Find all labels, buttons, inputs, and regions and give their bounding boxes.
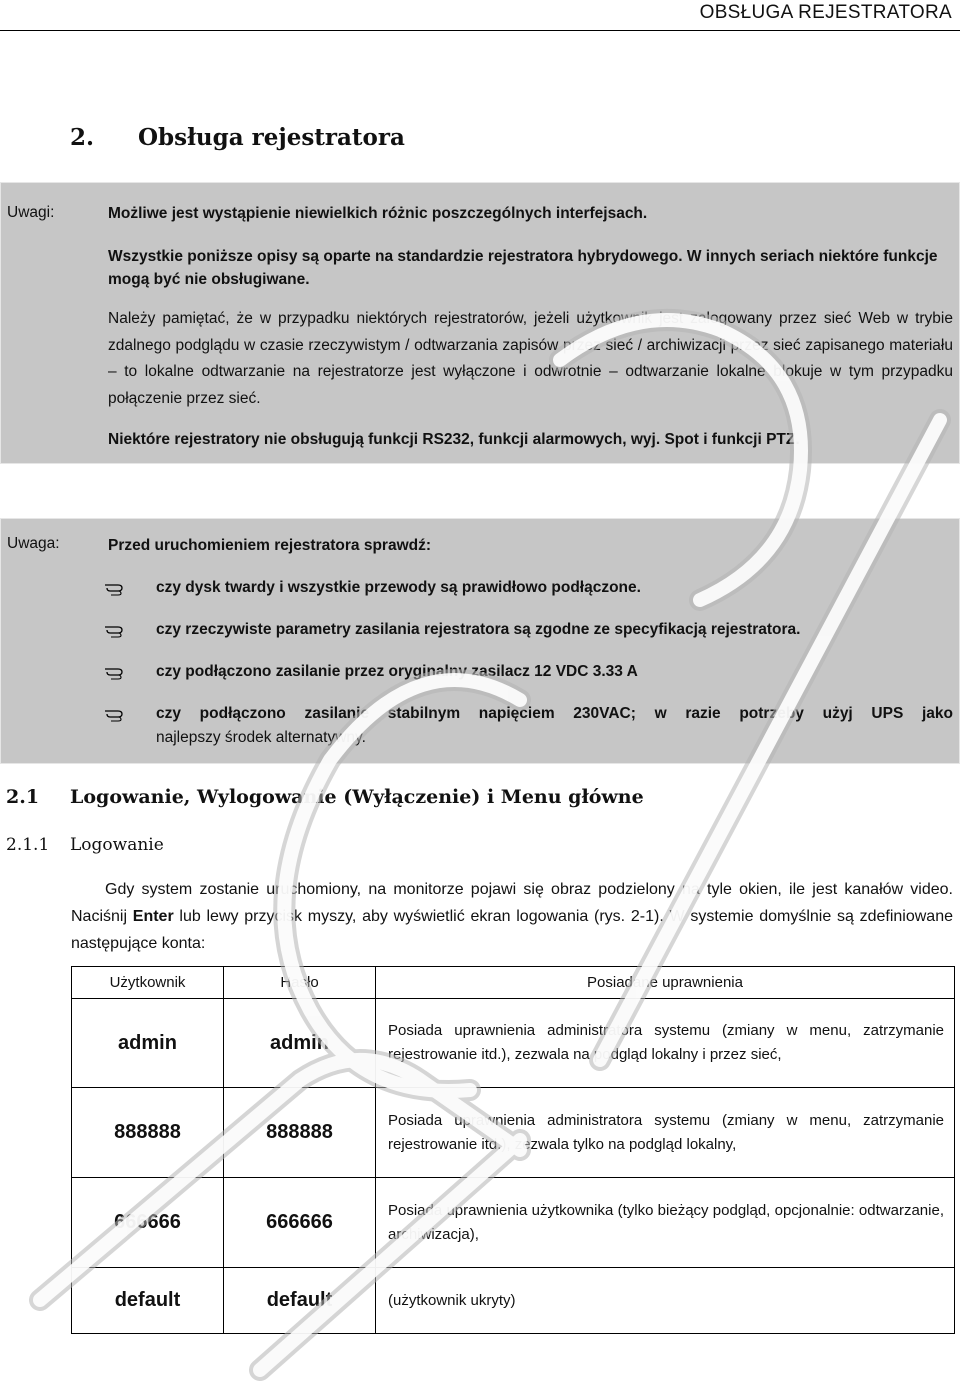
section-number: 2. [70,124,95,151]
table-row [72,999,955,1088]
pointing-hand-icon [104,580,130,596]
checklist-item [104,576,953,600]
accounts-table [71,966,955,1334]
table-row [72,1178,955,1268]
paragraph-text-1: Gdy system zostanie uruchomiony, na monitorze pojawi się obraz podzielony na tyle okien, ile jest kanałów video. Naciśnij [71,881,953,925]
user-cell: 666666 [72,1178,224,1268]
column-header-rights: Posiadane uprawnienia [376,967,955,999]
enter-key-label: Enter [132,908,174,925]
user-cell: admin [72,999,224,1088]
password-cell: admin [224,999,376,1088]
section-title: Obsługa rejestratora [138,124,405,151]
rights-cell: Posiada uprawnienia administratora systemu (zmiany w menu, zatrzymanie rejestrowanie itd.), zezwala na podgląd lokalny i przez sieć, [376,999,955,1088]
subsection-number: 2.1 [6,786,40,808]
pointing-hand-icon [104,664,130,680]
subsection-heading [6,786,644,808]
checklist-item-text: czy podłączono zasilanie przez oryginalny zasilacz 12 VDC 3.33 A [156,663,638,680]
subsubsection-heading [6,835,164,855]
subsubsection-number: 2.1.1 [6,835,50,855]
table-row [72,1268,955,1334]
column-header-user: Użytkownik [72,967,224,999]
note-line-2: Wszystkie poniższe opisy są oparte na standardzie rejestratora hybrydowego. W innych seriach niektóre funkcje mogą być nie obsługiwane. [108,248,938,288]
checklist-item [104,660,953,684]
notes-box [0,182,960,464]
checklist-item [104,618,953,642]
section-heading [70,124,405,151]
subsection-title: Logowanie, Wylogowanie (Wyłączenie) i Menu główne [70,786,644,808]
note-line-4: Niektóre rejestratory nie obsługują funkcji RS232, funkcji alarmowych, wyj. Spot i funkcji PTZ. [108,431,800,448]
checklist-item-text-continued: najlepszy środek alternatywny. [156,729,366,746]
user-cell: 888888 [72,1088,224,1178]
paragraph-text-2: lub lewy przycisk myszy, aby wyświetlić ekran logowania (rys. 2-1). W systemie domyślnie są zdefiniowane następujące konta: [71,908,954,952]
warning-label: Uwaga: [7,535,60,552]
column-header-password: Hasło [224,967,376,999]
password-cell: 888888 [224,1088,376,1178]
warning-box [0,518,960,764]
table-row [72,1088,955,1178]
note-line-1: Możliwe jest wystąpienie niewielkich różnic poszczególnych interfejsach. [108,205,648,222]
password-cell: 666666 [224,1178,376,1268]
running-header-title: OBSŁUGA REJESTRATORA [699,2,952,23]
rights-cell: Posiada uprawnienia użytkownika (tylko bieżący podgląd, opcjonalnie: odtwarzanie, archiwizacja), [376,1178,955,1268]
table-header-row [72,967,955,999]
checklist-item-text: czy podłączono zasilanie stabilnym napięciem 230VAC; w razie potrzeby użyj UPS jako [156,705,953,722]
checklist-item [104,702,953,750]
note-line-3: Należy pamiętać, że w przypadku niektórych rejestratorów, jeżeli użytkownik jest zalogowany przez sieć Web w trybie zdalnego podglądu w czasie rzeczywistym / odtwarzania zapisów przez sieć / archiwizacji przez sieć zapisanego materiału – to lokalne odtwarzanie na rejestratorze jest wyłączone i odwrotnie – odtwarzanie lokalne blokuje w tym przypadku połączenie przez sieć. [108,310,953,407]
rights-cell: (użytkownik ukryty) [376,1268,955,1334]
notes-body [108,202,953,465]
checklist [104,576,953,750]
checklist-item-text: czy rzeczywiste parametry zasilania rejestratora są zgodne ze specyfikacją rejestratora. [156,621,801,638]
warning-intro: Przed uruchomieniem rejestratora sprawdź: [108,537,432,554]
user-cell: default [72,1268,224,1334]
pointing-hand-icon [104,706,130,722]
pointing-hand-icon [104,622,130,638]
notes-label: Uwagi: [7,204,55,221]
login-paragraph [71,876,953,957]
subsubsection-title: Logowanie [70,835,164,855]
password-cell: default [224,1268,376,1334]
header-rule [0,30,960,31]
checklist-item-text: czy dysk twardy i wszystkie przewody są prawidłowo podłączone. [156,579,641,596]
rights-cell: Posiada uprawnienia administratora systemu (zmiany w menu, zatrzymanie rejestrowanie itd.), zezwala tylko na podgląd lokalny, [376,1088,955,1178]
